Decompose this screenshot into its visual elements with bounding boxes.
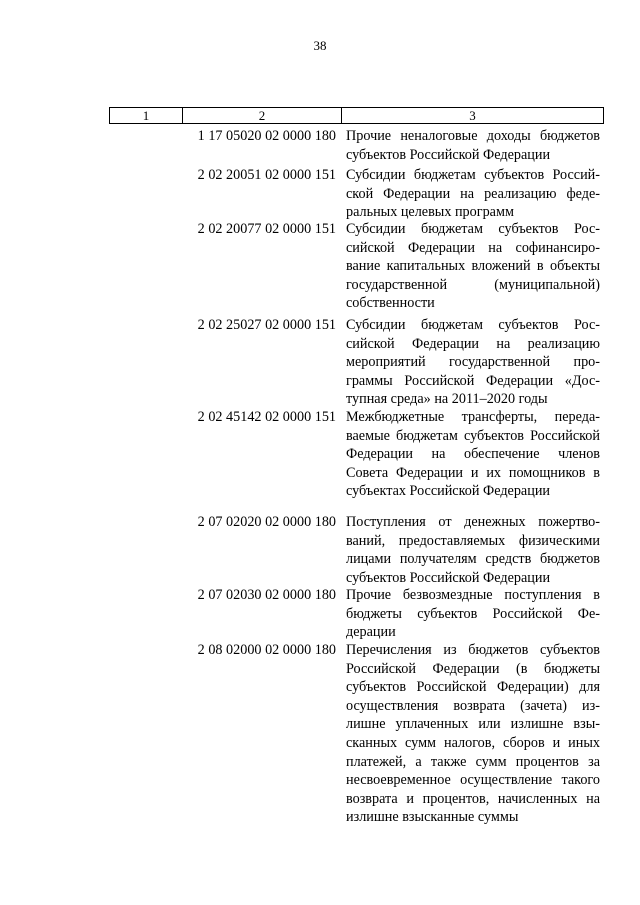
column-header-2: 2 bbox=[183, 108, 342, 124]
income-description: Прочие неналоговые доходы бюджетов субъектов Российской Федерации bbox=[346, 128, 600, 163]
column-header-3: 3 bbox=[342, 108, 604, 124]
income-description: Субсидии бюджетам субъектов Российской Федерации на реализацию федеральных целевых программ bbox=[346, 167, 600, 221]
income-description: Субсидии бюджетам субъектов Российской Федерации на реализацию мероприятий государственной программы Российской Федерации «Доступная среда» на 2011–2020 годы bbox=[346, 317, 600, 408]
page-number: 38 bbox=[313, 38, 327, 53]
income-description: Прочие безвозмездные поступления в бюджеты субъектов Российской Федерации bbox=[346, 587, 600, 641]
income-description: Перечисления из бюджетов субъектов Российской Федерации (в бюджеты субъектов Российской Федерации) для осуществления возврата (зачета) излишне уплаченных или излишне взысканных сумм налогов, сборов и иных платежей, а также сумм процентов за несвоевременное осуществление такого возврата и процентов, начисленных на излишне взысканные суммы bbox=[346, 642, 600, 826]
column-header-1: 1 bbox=[110, 108, 183, 124]
budget-code: 2 07 02030 02 0000 180 bbox=[197, 587, 336, 603]
budget-code: 2 08 02000 02 0000 180 bbox=[197, 642, 336, 658]
budget-code: 1 17 05020 02 0000 180 bbox=[197, 128, 336, 144]
budget-code: 2 02 45142 02 0000 151 bbox=[197, 409, 336, 425]
budget-code: 2 02 20051 02 0000 151 bbox=[197, 167, 336, 183]
budget-code: 2 02 25027 02 0000 151 bbox=[197, 317, 336, 333]
budget-code: 2 07 02020 02 0000 180 bbox=[197, 514, 336, 530]
income-description: Поступления от денежных пожертвований, предоставляемых физическими лицами получателям средств бюджетов субъектов Российской Федерации bbox=[346, 514, 600, 586]
income-description: Межбюджетные трансферты, передаваемые бюджетам субъектов Российской Федерации на обеспечение членов Совета Федерации и их помощников в субъектах Российской Федерации bbox=[346, 409, 600, 500]
budget-code: 2 02 20077 02 0000 151 bbox=[197, 221, 336, 237]
income-description: Субсидии бюджетам субъектов Российской Федерации на софинансирование капитальных вложений в объекты государственной (муниципальной) собственности bbox=[346, 221, 600, 312]
